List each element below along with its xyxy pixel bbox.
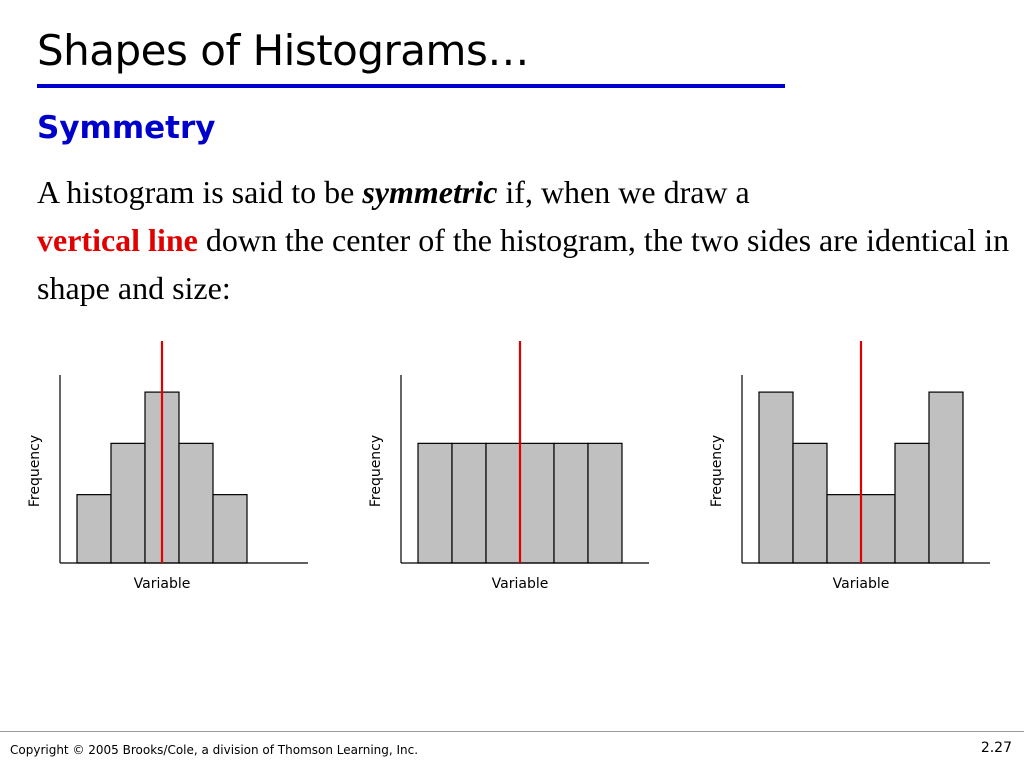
histogram-bar xyxy=(759,392,793,563)
histogram-bar xyxy=(77,495,111,563)
section-heading: Symmetry xyxy=(37,110,216,146)
histogram-bar xyxy=(827,495,861,563)
y-axis-label: Frequency xyxy=(27,434,43,508)
footer-divider xyxy=(0,731,1024,732)
histogram-bar xyxy=(895,443,929,563)
histogram-bar xyxy=(861,495,895,563)
histogram-bar xyxy=(793,443,827,563)
histogram-bar xyxy=(520,443,554,563)
x-axis-label: Variable xyxy=(832,576,890,592)
term-symmetric: symmetric xyxy=(362,174,498,210)
histogram-unimodal-svg xyxy=(25,335,325,595)
histogram-uniform xyxy=(366,335,666,600)
y-axis-label: Frequency xyxy=(709,434,725,508)
histogram-bar xyxy=(418,443,452,563)
page-number: 2.27 xyxy=(980,740,1012,756)
histogram-bar xyxy=(588,443,622,563)
histogram-bar xyxy=(486,443,520,563)
histogram-bar xyxy=(213,495,247,563)
slide-title: Shapes of Histograms… xyxy=(37,26,529,75)
histogram-bar xyxy=(554,443,588,563)
definition-text xyxy=(37,168,1012,312)
definition-text-part1: A histogram is said to be xyxy=(37,174,363,210)
title-underline xyxy=(37,84,785,88)
footer-copyright: Copyright © 2005 Brooks/Cole, a division of Thomson Learning, Inc. xyxy=(10,743,419,757)
definition-text-part3: down the center of the histogram, the two sides are identical in shape and size: xyxy=(37,222,1010,306)
histogram-bimodal-svg xyxy=(707,335,1007,595)
histogram-bar xyxy=(179,443,213,563)
histogram-unimodal xyxy=(25,335,325,600)
histogram-bar xyxy=(929,392,963,563)
y-axis-label: Frequency xyxy=(368,434,384,508)
definition-text-part2: if, when we draw a xyxy=(497,174,750,210)
histogram-uniform-svg xyxy=(366,335,666,595)
histogram-bar xyxy=(452,443,486,563)
x-axis-label: Variable xyxy=(133,576,191,592)
histogram-bar xyxy=(111,443,145,563)
term-vertical-line: vertical line xyxy=(37,222,198,258)
x-axis-label: Variable xyxy=(491,576,549,592)
histogram-bimodal xyxy=(707,335,1007,600)
